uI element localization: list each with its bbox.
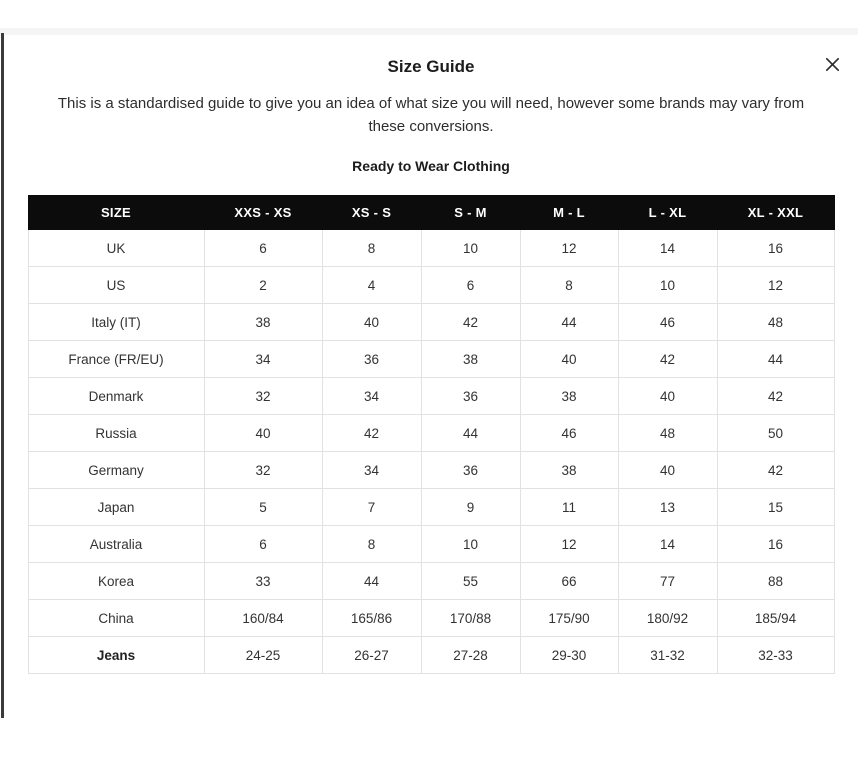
modal-title: Size Guide — [387, 57, 475, 76]
table-row — [28, 415, 834, 452]
table-row — [28, 637, 834, 674]
size-cell: 31-32 — [618, 637, 717, 674]
row-label: Germany — [28, 452, 204, 489]
size-cell: 8 — [322, 230, 421, 267]
column-header-size: SIZE — [28, 196, 204, 230]
size-cell: 8 — [520, 267, 618, 304]
section-title: Ready to Wear Clothing — [352, 158, 510, 174]
size-guide-modal — [4, 35, 858, 758]
size-cell: 2 — [204, 267, 322, 304]
size-cell: 32 — [204, 452, 322, 489]
size-cell: 40 — [618, 378, 717, 415]
table-row — [28, 452, 834, 489]
size-cell: 36 — [322, 341, 421, 378]
size-cell: 12 — [520, 526, 618, 563]
size-cell: 38 — [520, 452, 618, 489]
size-cell: 34 — [204, 341, 322, 378]
row-label: Korea — [28, 563, 204, 600]
table-row — [28, 378, 834, 415]
size-cell: 42 — [421, 304, 520, 341]
size-cell: 55 — [421, 563, 520, 600]
size-cell: 44 — [421, 415, 520, 452]
column-header: XXS - XS — [204, 196, 322, 230]
size-cell: 16 — [717, 526, 834, 563]
size-cell: 34 — [322, 378, 421, 415]
size-cell: 46 — [618, 304, 717, 341]
size-cell: 66 — [520, 563, 618, 600]
size-cell: 44 — [520, 304, 618, 341]
row-label: Jeans — [28, 637, 204, 674]
size-cell: 38 — [204, 304, 322, 341]
size-cell: 175/90 — [520, 600, 618, 637]
size-cell: 11 — [520, 489, 618, 526]
size-cell: 4 — [322, 267, 421, 304]
size-cell: 6 — [421, 267, 520, 304]
close-button[interactable] — [821, 53, 843, 75]
size-cell: 88 — [717, 563, 834, 600]
row-label: Japan — [28, 489, 204, 526]
size-cell: 10 — [618, 267, 717, 304]
size-cell: 46 — [520, 415, 618, 452]
size-cell: 40 — [520, 341, 618, 378]
size-cell: 32 — [204, 378, 322, 415]
size-cell: 170/88 — [421, 600, 520, 637]
table-row — [28, 230, 834, 267]
size-cell: 33 — [204, 563, 322, 600]
size-cell: 12 — [520, 230, 618, 267]
size-cell: 10 — [421, 230, 520, 267]
size-cell: 160/84 — [204, 600, 322, 637]
size-cell: 10 — [421, 526, 520, 563]
size-cell: 40 — [618, 452, 717, 489]
size-cell: 7 — [322, 489, 421, 526]
size-cell: 29-30 — [520, 637, 618, 674]
size-cell: 44 — [717, 341, 834, 378]
size-cell: 42 — [717, 452, 834, 489]
modal-description: This is a standardised guide to give you an idea of what size you will need, however some brands may vary from these conversions. — [57, 95, 805, 135]
row-label: Australia — [28, 526, 204, 563]
size-cell: 9 — [421, 489, 520, 526]
size-cell: 6 — [204, 230, 322, 267]
row-label: Denmark — [28, 378, 204, 415]
size-cell: 26-27 — [322, 637, 421, 674]
size-cell: 32-33 — [717, 637, 834, 674]
size-cell: 48 — [717, 304, 834, 341]
size-cell: 15 — [717, 489, 834, 526]
size-cell: 50 — [717, 415, 834, 452]
size-cell: 38 — [520, 378, 618, 415]
size-table — [28, 195, 835, 674]
column-header: S - M — [421, 196, 520, 230]
size-cell: 36 — [421, 452, 520, 489]
size-cell: 36 — [421, 378, 520, 415]
size-cell: 44 — [322, 563, 421, 600]
size-cell: 40 — [322, 304, 421, 341]
table-row — [28, 563, 834, 600]
size-cell: 40 — [204, 415, 322, 452]
size-cell: 14 — [618, 230, 717, 267]
size-cell: 77 — [618, 563, 717, 600]
size-cell: 34 — [322, 452, 421, 489]
size-cell: 13 — [618, 489, 717, 526]
size-cell: 8 — [322, 526, 421, 563]
size-cell: 14 — [618, 526, 717, 563]
size-cell: 42 — [717, 378, 834, 415]
row-label: Italy (IT) — [28, 304, 204, 341]
size-cell: 38 — [421, 341, 520, 378]
size-cell: 24-25 — [204, 637, 322, 674]
size-cell: 27-28 — [421, 637, 520, 674]
row-label: UK — [28, 230, 204, 267]
column-header: M - L — [520, 196, 618, 230]
table-row — [28, 526, 834, 563]
size-cell: 42 — [618, 341, 717, 378]
size-cell: 48 — [618, 415, 717, 452]
close-icon — [825, 57, 840, 72]
row-label: US — [28, 267, 204, 304]
column-header: L - XL — [618, 196, 717, 230]
row-label: France (FR/EU) — [28, 341, 204, 378]
table-row — [28, 304, 834, 341]
table-row — [28, 489, 834, 526]
size-cell: 185/94 — [717, 600, 834, 637]
column-header: XL - XXL — [717, 196, 834, 230]
table-row — [28, 600, 834, 637]
row-label: Russia — [28, 415, 204, 452]
size-cell: 12 — [717, 267, 834, 304]
size-cell: 6 — [204, 526, 322, 563]
size-cell: 16 — [717, 230, 834, 267]
size-cell: 5 — [204, 489, 322, 526]
table-row — [28, 267, 834, 304]
table-header-row — [28, 196, 834, 230]
column-header: XS - S — [322, 196, 421, 230]
size-cell: 42 — [322, 415, 421, 452]
row-label: China — [28, 600, 204, 637]
size-cell: 180/92 — [618, 600, 717, 637]
size-cell: 165/86 — [322, 600, 421, 637]
table-row — [28, 341, 834, 378]
